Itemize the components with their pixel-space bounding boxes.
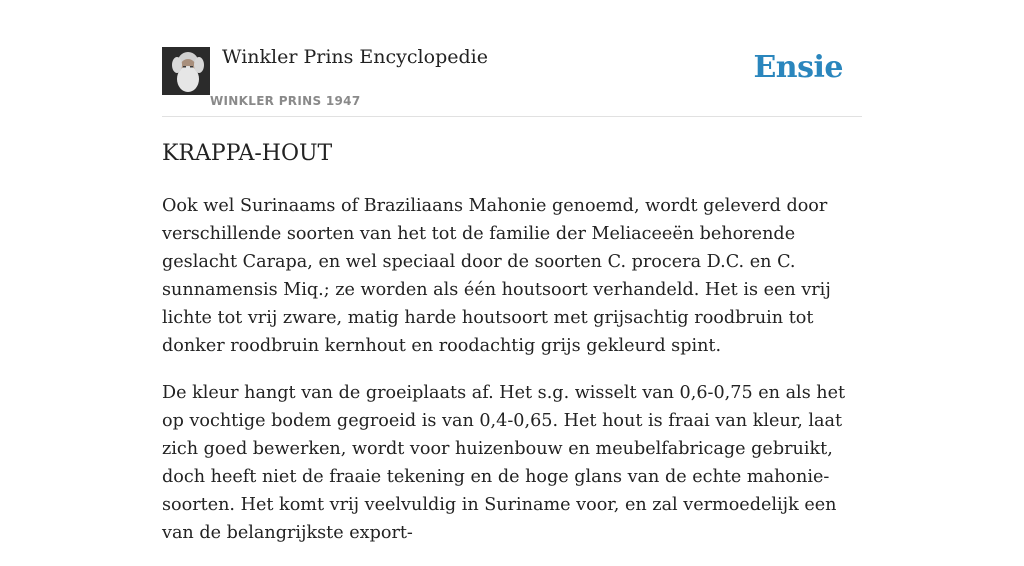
article-paragraph: Ook wel Surinaams of Braziliaans Mahonie genoemd, wordt geleverd door verschillende soorten van het tot de familie der Meliaceeën behorende geslacht Carapa, en wel speciaal door de soorten C. procera D.C. en C. sunnamensis Miq.; ze worden als één houtsoort verhandeld. Het is een vrij lichte tot vrij zware, matig harde houtsoort met grijsachtig roodbruin tot donker roodbruin kernhout en roodachtig grijs gekleurd spint. (162, 196, 831, 356)
article-page (162, 0, 862, 543)
article-header (162, 0, 862, 117)
article-body (162, 192, 862, 566)
source-subtitle[interactable]: WINKLER PRINS 1947 (210, 94, 361, 108)
article-title: KRAPPA-HOUT (162, 141, 333, 166)
source-title[interactable]: Winkler Prins Encyclopedie (222, 46, 488, 68)
portrait-avatar-icon (162, 47, 210, 95)
article-paragraph: De kleur hangt van de groeiplaats af. Het s.g. wisselt van 0,6-0,75 en als het op vochtige bodem gegroeid is van 0,4-0,65. Het hout is fraai van kleur, laat zich goed bewerken, wordt voor huizenbouw en meubelfabricage gebruikt, doch heeft niet de fraaie tekening en de hoge glans van de echte mahonie-soorten. Het komt vrij veelvuldig in Suriname voor, en zal vermoedelijk een van de belangrijkste export- (162, 383, 846, 543)
brand-logo[interactable]: Ensie (753, 50, 843, 85)
author-avatar[interactable] (162, 47, 210, 95)
